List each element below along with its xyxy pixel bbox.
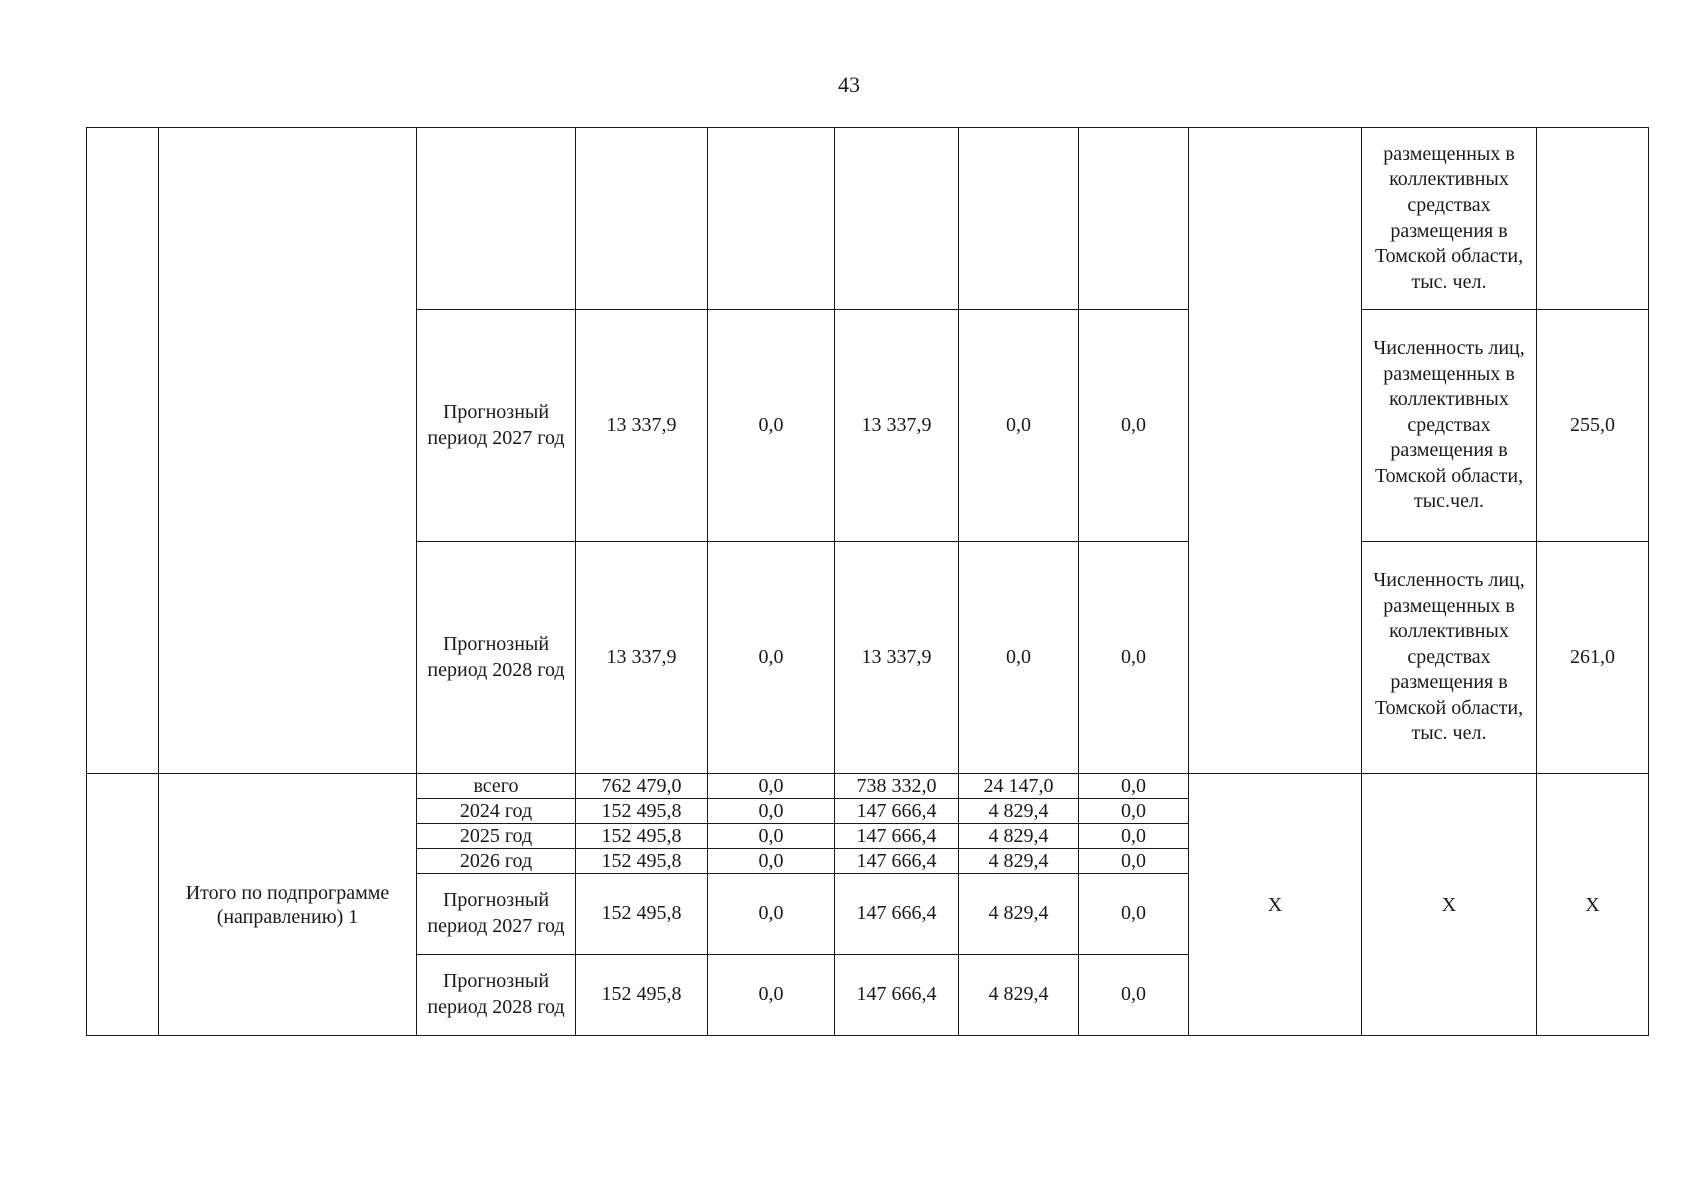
federal-cell: 0,0 — [708, 310, 835, 542]
local-cell: 4 829,4 — [959, 955, 1079, 1036]
other-cell — [1079, 128, 1189, 310]
federal-cell: 0,0 — [708, 874, 835, 955]
regional-cell: 147 666,4 — [835, 874, 959, 955]
table-row — [87, 774, 1649, 799]
mark-cell-value: X — [1537, 774, 1649, 1036]
indicator-value-cell — [1537, 128, 1649, 310]
period-cell — [417, 128, 576, 310]
period-cell: Прогнозный период 2027 год — [417, 310, 576, 542]
local-cell: 4 829,4 — [959, 849, 1079, 874]
name-cell — [159, 128, 417, 774]
regional-cell: 147 666,4 — [835, 824, 959, 849]
other-cell: 0,0 — [1079, 542, 1189, 774]
federal-cell: 0,0 — [708, 542, 835, 774]
period-cell: всего — [417, 774, 576, 799]
period-cell: Прогнозный период 2028 год — [417, 542, 576, 774]
mark-cell-executor: X — [1189, 774, 1362, 1036]
other-cell: 0,0 — [1079, 774, 1189, 799]
num-cell — [87, 774, 159, 1036]
local-cell: 0,0 — [959, 310, 1079, 542]
indicator-cell — [1362, 310, 1537, 542]
indicator-value-cell: 255,0 — [1537, 310, 1649, 542]
federal-cell — [708, 128, 835, 310]
regional-cell: 147 666,4 — [835, 955, 959, 1036]
local-cell — [959, 128, 1079, 310]
mark-cell-indicator: X — [1362, 774, 1537, 1036]
table-row — [87, 128, 1649, 310]
period-cell: 2025 год — [417, 824, 576, 849]
regional-cell: 147 666,4 — [835, 849, 959, 874]
regional-cell: 13 337,9 — [835, 542, 959, 774]
other-cell: 0,0 — [1079, 849, 1189, 874]
num-cell — [87, 128, 159, 774]
indicator-value-cell: 261,0 — [1537, 542, 1649, 774]
period-cell: 2026 год — [417, 849, 576, 874]
total-cell: 13 337,9 — [576, 310, 708, 542]
total-cell: 152 495,8 — [576, 874, 708, 955]
executor-cell — [1189, 128, 1362, 774]
total-cell — [576, 128, 708, 310]
regional-cell: 147 666,4 — [835, 799, 959, 824]
other-cell: 0,0 — [1079, 799, 1189, 824]
local-cell: 24 147,0 — [959, 774, 1079, 799]
total-cell: 13 337,9 — [576, 542, 708, 774]
federal-cell: 0,0 — [708, 799, 835, 824]
indicator-text: Численность лиц, размещенных в коллективных средствах размещения в Томской области, тыс.чел. — [1373, 336, 1525, 513]
federal-cell: 0,0 — [708, 824, 835, 849]
total-cell: 762 479,0 — [576, 774, 708, 799]
indicator-text: размещенных в коллективных средствах размещения в Томской области, тыс. чел. — [1374, 142, 1524, 293]
total-cell: 152 495,8 — [576, 799, 708, 824]
budget-table — [86, 127, 1649, 1036]
period-cell: 2024 год — [417, 799, 576, 824]
regional-cell: 13 337,9 — [835, 310, 959, 542]
local-cell: 0,0 — [959, 542, 1079, 774]
period-cell: Прогнозный период 2027 год — [417, 874, 576, 955]
indicator-text: Численность лиц, размещенных в коллективных средствах размещения в Томской области, тыс. чел. — [1373, 568, 1525, 745]
total-cell: 152 495,8 — [576, 824, 708, 849]
total-cell: 152 495,8 — [576, 955, 708, 1036]
federal-cell: 0,0 — [708, 774, 835, 799]
other-cell: 0,0 — [1079, 955, 1189, 1036]
other-cell: 0,0 — [1079, 874, 1189, 955]
indicator-cell — [1362, 128, 1537, 310]
other-cell: 0,0 — [1079, 310, 1189, 542]
federal-cell: 0,0 — [708, 955, 835, 1036]
local-cell: 4 829,4 — [959, 799, 1079, 824]
total-label-cell: Итого по подпрограмме (направлению) 1 — [159, 774, 417, 1036]
total-cell: 152 495,8 — [576, 849, 708, 874]
regional-cell: 738 332,0 — [835, 774, 959, 799]
period-cell: Прогнозный период 2028 год — [417, 955, 576, 1036]
page-number: 43 — [838, 72, 860, 97]
regional-cell — [835, 128, 959, 310]
local-cell: 4 829,4 — [959, 874, 1079, 955]
other-cell: 0,0 — [1079, 824, 1189, 849]
local-cell: 4 829,4 — [959, 824, 1079, 849]
federal-cell: 0,0 — [708, 849, 835, 874]
indicator-cell — [1362, 542, 1537, 774]
